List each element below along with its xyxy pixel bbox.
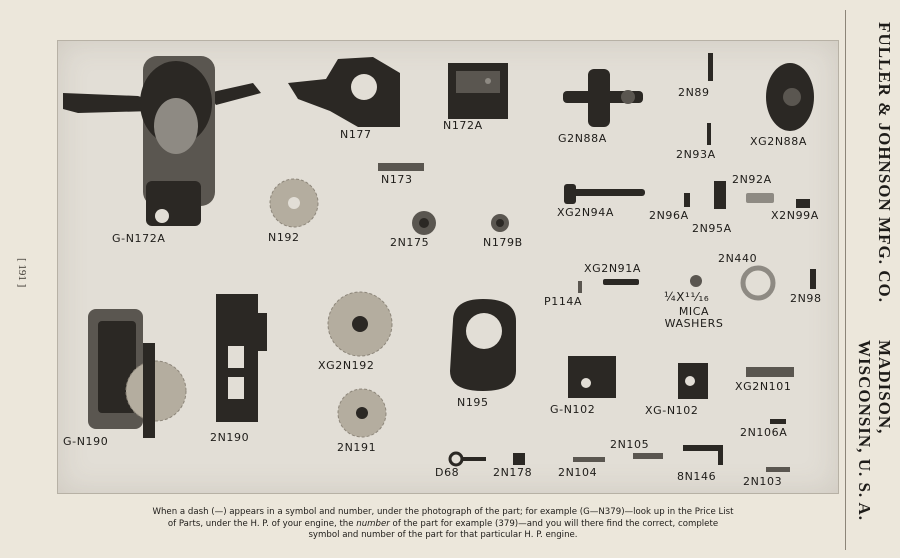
label-2n106a: 2N106A	[740, 426, 788, 439]
label-g-n190: G-N190	[63, 435, 109, 448]
part-n177-photo	[288, 57, 400, 127]
label-n195: N195	[457, 396, 489, 409]
label-2n190: 2N190	[210, 431, 250, 444]
part-xg2n94a-photo	[564, 184, 645, 204]
label-xg2n94a: XG2N94A	[557, 206, 615, 219]
parts-photo-drawing	[58, 41, 838, 493]
part-2n440-photo	[743, 268, 773, 298]
part-n173-photo	[378, 163, 424, 171]
part-2n93a-photo	[707, 123, 711, 145]
caption-line-2-emphasis: number	[356, 518, 390, 529]
label-n177: N177	[340, 128, 372, 141]
label-2n103: 2N103	[743, 475, 783, 488]
sidebar-location: MADISON, WISCONSIN, U. S. A.	[855, 340, 894, 522]
label-n179b: N179B	[483, 236, 523, 249]
part-x2n99a-photo	[796, 199, 810, 208]
sidebar-rule	[845, 10, 846, 550]
page-number: [ 191 ]	[16, 258, 28, 288]
part-2n89-photo	[708, 53, 713, 81]
label-xg2n88a: XG2N88A	[750, 135, 808, 148]
part-d68-photo	[450, 453, 486, 465]
part-n179b-photo	[491, 214, 509, 232]
label-xg2n192: XG2N192	[318, 359, 375, 372]
label-2n104: 2N104	[558, 466, 598, 479]
label-2n98: 2N98	[790, 292, 822, 305]
parts-photo-plate	[57, 40, 839, 494]
part-2n175-photo	[412, 211, 436, 235]
label-p114a: P114A	[544, 295, 583, 308]
label-2n440: 2N440	[718, 252, 758, 265]
caption-line-3: symbol and number of the part for that particular H. P. engine.	[308, 530, 578, 541]
part-2n105-photo	[633, 453, 663, 459]
part-2n96a-photo	[684, 193, 690, 207]
part-2n103-photo	[766, 467, 790, 472]
label-xg2n101: XG2N101	[735, 380, 792, 393]
label-g-n172a: G-N172A	[112, 232, 166, 245]
label-n192: N192	[268, 231, 300, 244]
sidebar-company: FULLER & JOHNSON MFG. CO.	[875, 22, 894, 303]
label-2n89: 2N89	[678, 86, 710, 99]
part-xg2n101-photo	[746, 367, 794, 377]
sidebar	[854, 10, 894, 550]
part-xg2n192-photo	[328, 292, 392, 356]
caption-text	[58, 507, 828, 542]
label-2n92a: 2N92A	[732, 173, 772, 186]
part-2n95a-photo	[714, 181, 726, 209]
label-mica-size: ¼X¹¹⁄₁₆	[664, 290, 710, 304]
part-2n92a-photo	[746, 193, 774, 203]
part-2n106a-photo	[770, 419, 786, 424]
part-8n146-photo	[683, 445, 723, 465]
part-2n98-photo	[810, 269, 816, 289]
part-xg2n91a-photo	[578, 279, 639, 293]
part-xg2n88a-photo	[766, 63, 814, 131]
label-xg-n102: XG-N102	[645, 404, 699, 417]
part-2n178-photo	[513, 453, 525, 465]
part-n192-photo	[270, 179, 318, 227]
label-d68: D68	[435, 466, 460, 479]
part-g-n102-photo	[568, 356, 616, 398]
label-x2n99a: X2N99A	[771, 209, 819, 222]
label-g-n102: G-N102	[550, 403, 596, 416]
caption-line-2-start: of Parts, under the H. P. of your engine, the	[167, 518, 357, 529]
part-2n104-photo	[573, 457, 605, 462]
label-n172a: N172A	[443, 119, 483, 132]
part-xg-n102-photo	[678, 363, 708, 399]
label-2n175: 2N175	[390, 236, 430, 249]
label-2n96a: 2N96A	[649, 209, 689, 222]
part-mica-washer-photo	[690, 275, 702, 287]
part-g2n88a-photo	[563, 69, 643, 127]
label-2n178: 2N178	[493, 466, 533, 479]
part-2n190-photo	[216, 294, 267, 422]
caption-line-2	[58, 519, 828, 531]
caption-line-2-end: of the part for example (379)—and you will there find the correct, complete	[389, 518, 719, 529]
label-2n95a: 2N95A	[692, 222, 732, 235]
label-n173: N173	[381, 173, 413, 186]
label-g2n88a: G2N88A	[558, 132, 607, 145]
part-g-n190-photo	[88, 309, 186, 438]
label-2n93a: 2N93A	[676, 148, 716, 161]
part-g-n172a-photo	[63, 56, 261, 226]
part-n172a-photo	[448, 63, 508, 119]
label-2n191: 2N191	[337, 441, 377, 454]
label-mica: MICA	[678, 305, 710, 318]
part-n195-photo	[450, 299, 516, 391]
label-washers: WASHERS	[664, 317, 724, 330]
label-2n105: 2N105	[610, 438, 650, 451]
label-8n146: 8N146	[677, 470, 717, 483]
label-xg2n91a: XG2N91A	[584, 262, 642, 275]
part-2n191-photo	[338, 389, 386, 437]
caption-line-1: When a dash (—) appears in a symbol and number, under the photograph of the part; for example (G—N379)—look up in the Price List	[152, 507, 734, 517]
